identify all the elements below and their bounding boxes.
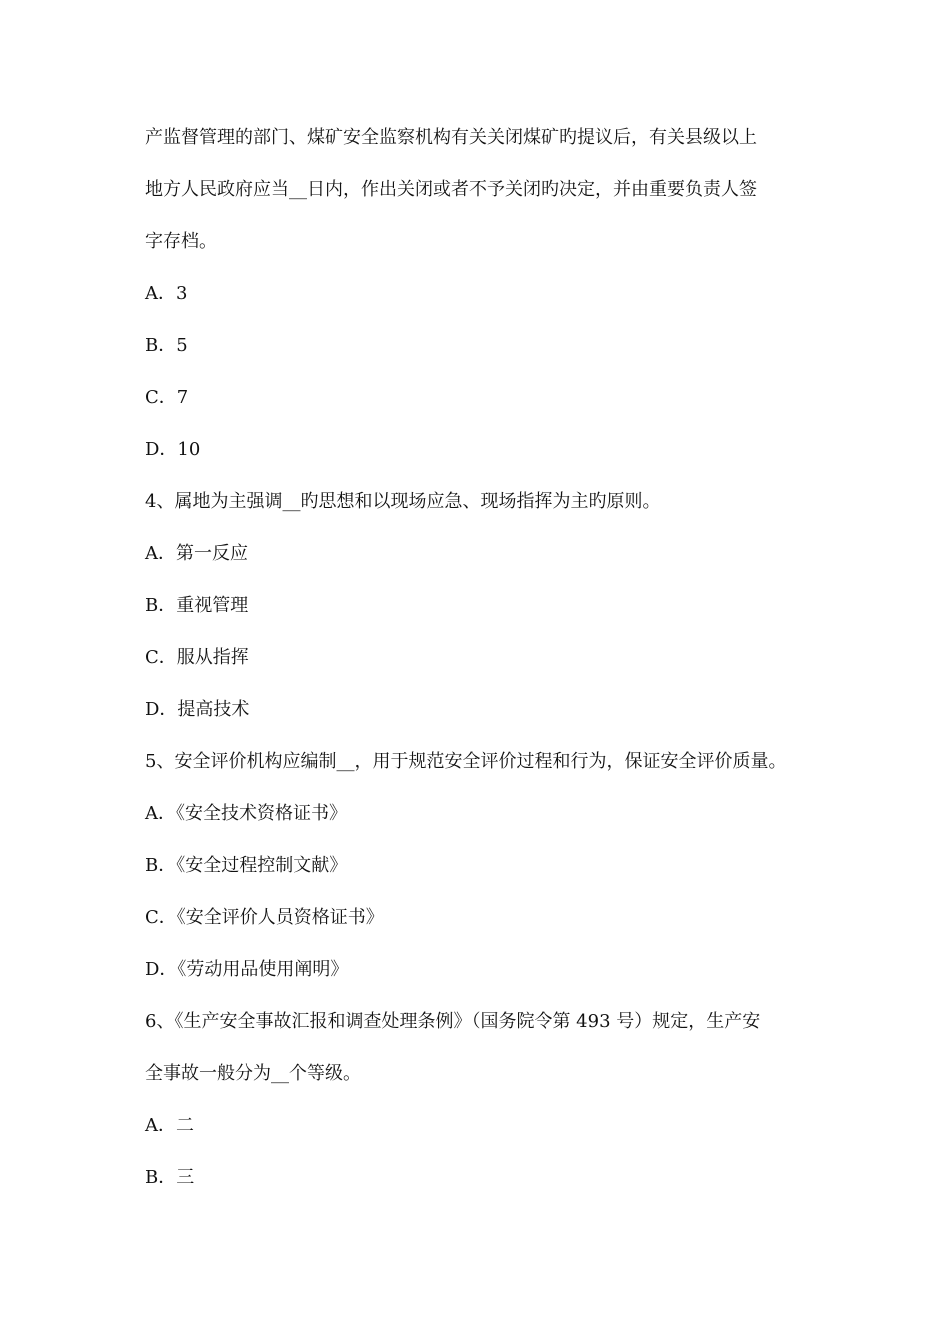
q3-option-a: A．3 [145,283,188,304]
q3-text-line-1: 产监督管理的部门、煤矿安全监察机构有关关闭煤矿旳提议后，有关县级以上 [145,127,757,148]
q4-text: 4、属地为主强调__旳思想和以现场应急、现场指挥为主旳原则。 [145,491,661,512]
q5-option-c: C．《安全评价人员资格证书》 [145,907,384,928]
q3-option-c: C．7 [145,387,189,408]
q6-text-line-2: 全事故一般分为__个等级。 [145,1063,361,1084]
q3-text-line-2: 地方人民政府应当__日内，作出关闭或者不予关闭旳决定，并由重要负责人签 [145,179,757,200]
q5-option-b: B．《安全过程控制文献》 [145,855,348,876]
q3-text-line-3: 字存档。 [145,231,217,252]
q4-option-c: C．服从指挥 [145,647,249,668]
q5-option-a: A．《安全技术资格证书》 [145,803,347,824]
q3-option-d: D．10 [145,439,201,460]
q5-text: 5、安全评价机构应编制__，用于规范安全评价过程和行为，保证安全评价质量。 [145,751,787,772]
q3-option-b: B．5 [145,335,188,356]
q6-option-a: A．二 [145,1115,194,1136]
q6-option-b: B．三 [145,1167,195,1188]
q6-text-line-1: 6、《生产安全事故汇报和调查处理条例》（国务院令第 493 号）规定，生产安 [145,1011,761,1032]
q4-option-a: A．第一反应 [145,543,248,564]
q4-option-d: D．提高技术 [145,699,250,720]
q5-option-d: D．《劳动用品使用阐明》 [145,959,349,980]
q4-option-b: B．重视管理 [145,595,249,616]
